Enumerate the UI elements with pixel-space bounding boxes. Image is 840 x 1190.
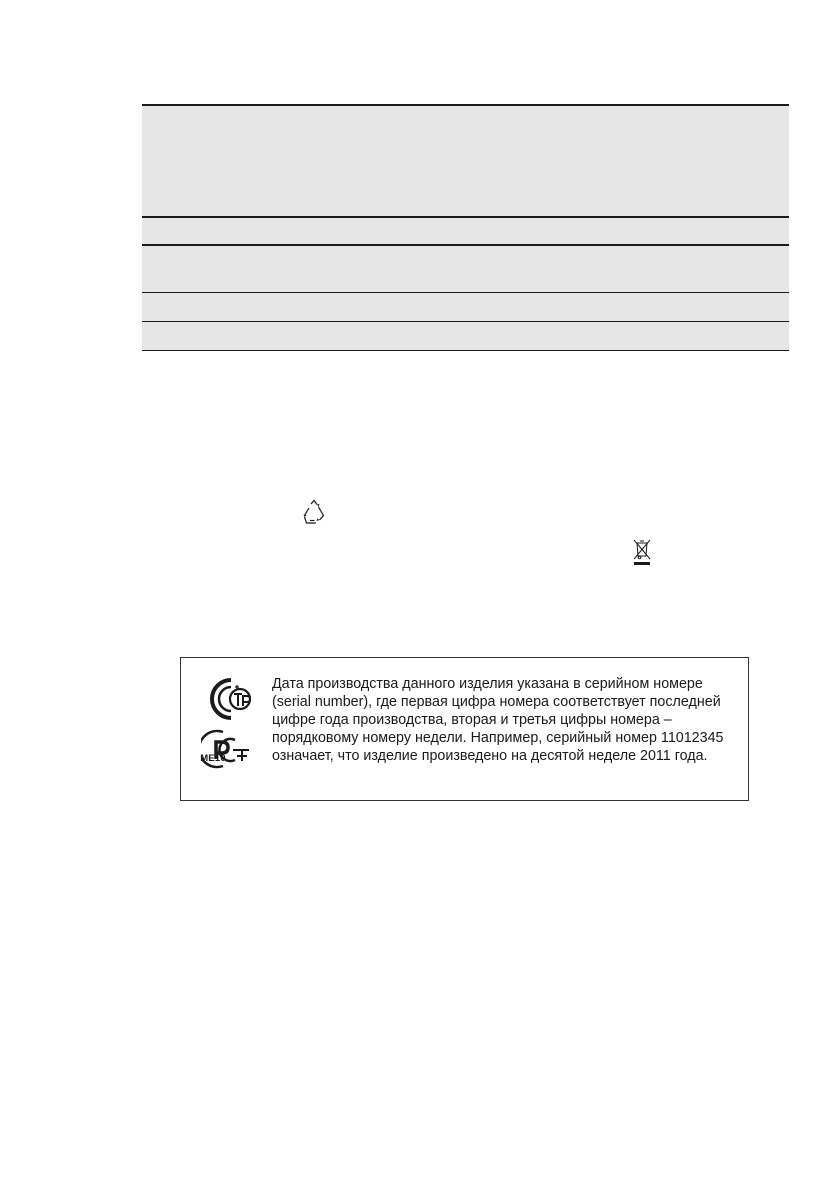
table-row	[142, 292, 789, 321]
crossed-out-wheelie-bin-icon	[631, 538, 653, 566]
table-row	[142, 244, 789, 292]
eac-certification-mark-icon	[212, 680, 250, 718]
certification-logos	[201, 676, 273, 788]
table-row	[142, 321, 789, 351]
table-row	[142, 216, 789, 244]
table-row	[142, 104, 789, 216]
spec-table	[142, 104, 789, 351]
rst-code-label: ME10	[200, 753, 226, 764]
recycle-icon	[302, 499, 326, 525]
production-date-text: Дата производства данного изделия указана в серийном номере (serial number), где первая цифра номера соответствует последней цифре года производства, вторая и третья цифры номера – порядковому номеру недели. Например, серийный номер 11012345 означает, что изделие произведено на десятой неделе 2011 года.	[272, 676, 724, 764]
production-date-info-box	[180, 657, 749, 801]
